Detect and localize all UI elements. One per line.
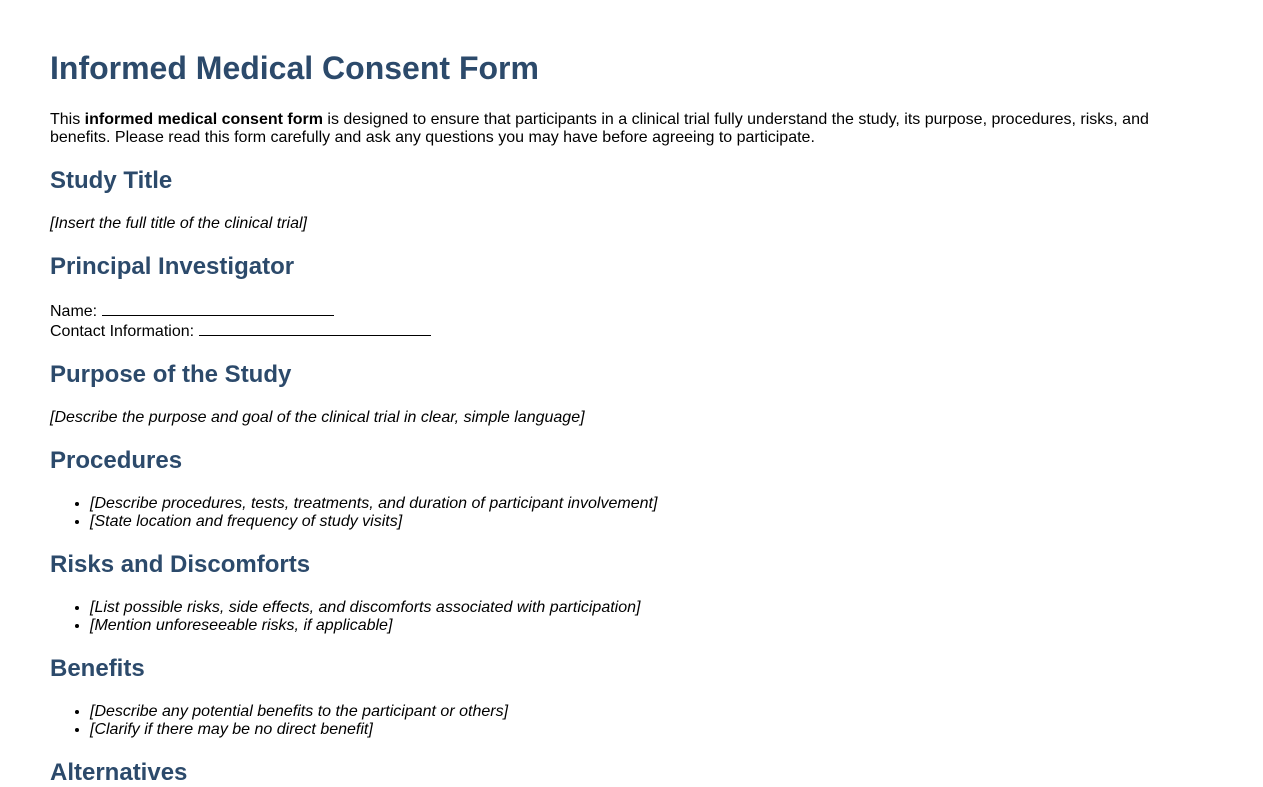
section-purpose <box>50 361 1213 427</box>
list-item: • [State location and frequency of study visits] <box>90 513 1213 531</box>
intro-paragraph <box>50 111 1170 147</box>
list-item: • [Clarify if there may be no direct benefit] <box>90 721 1213 739</box>
purpose-placeholder: [Describe the purpose and goal of the clinical trial in clear, simple language] <box>50 409 585 426</box>
risks-list <box>50 599 1213 635</box>
investigator-name-blank[interactable] <box>102 301 334 316</box>
investigator-contact-label: Contact Information: <box>50 323 195 340</box>
section-benefits <box>50 655 1213 739</box>
heading-alternatives: Alternatives <box>50 759 188 786</box>
list-item: • [Describe procedures, tests, treatments, and duration of participant involvement] <box>90 495 1213 513</box>
heading-benefits: Benefits <box>50 655 145 682</box>
heading-principal-investigator: Principal Investigator <box>50 253 295 280</box>
procedures-list <box>50 495 1213 531</box>
benefits-list <box>50 703 1213 739</box>
section-principal-investigator <box>50 253 1213 341</box>
page-title: Informed Medical Consent Form <box>50 50 539 86</box>
list-item: • [Mention unforeseeable risks, if applicable] <box>90 617 1213 635</box>
section-study-title <box>50 167 1213 233</box>
list-item: • [List possible risks, side effects, and discomforts associated with participation] <box>90 599 1213 617</box>
investigator-contact-blank[interactable] <box>199 321 431 336</box>
section-risks <box>50 551 1213 635</box>
intro-text-start: This <box>50 111 85 128</box>
list-item: • [Describe any potential benefits to the participant or others] <box>90 703 1213 721</box>
investigator-name-label: Name: <box>50 303 98 320</box>
heading-risks: Risks and Discomforts <box>50 551 311 578</box>
investigator-contact-field <box>50 321 1213 341</box>
heading-procedures: Procedures <box>50 447 183 474</box>
intro-bold-text: informed medical consent form <box>84 111 323 128</box>
heading-purpose: Purpose of the Study <box>50 361 292 388</box>
investigator-name-field <box>50 301 1213 321</box>
heading-study-title: Study Title <box>50 167 173 194</box>
study-title-placeholder: [Insert the full title of the clinical trial] <box>50 215 307 232</box>
intro-text-end: is designed to ensure that participants in a clinical trial fully understand the study, its purpose, procedures, risks, and benefits. Please read this form carefully and ask any questions you may have before agreeing to participate. <box>50 111 1149 146</box>
section-procedures <box>50 447 1213 531</box>
section-alternatives <box>50 759 1213 787</box>
